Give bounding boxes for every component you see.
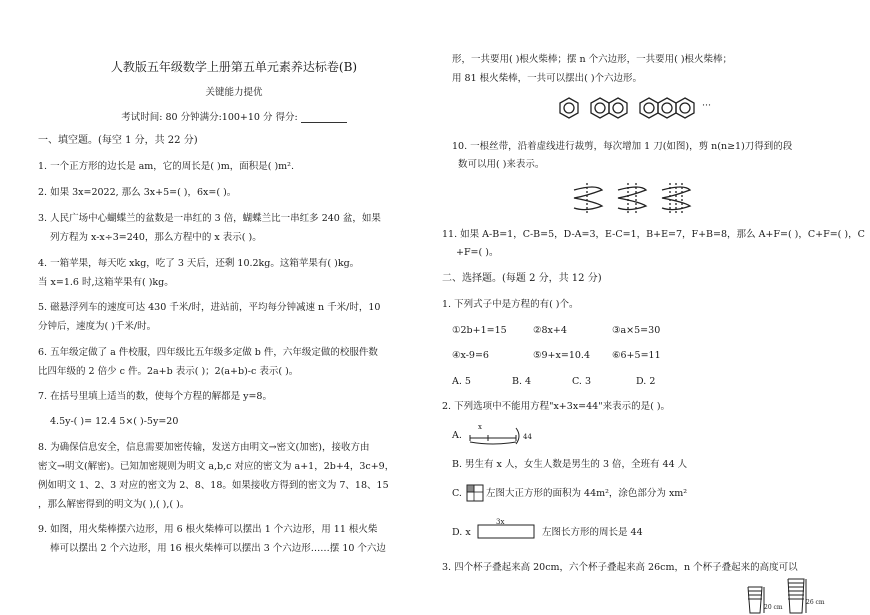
mc1-option-1: ①2b+1=15 <box>452 325 507 336</box>
page-subtitle: 关键能力提优 <box>205 87 263 98</box>
question-8-line1: 8. 为确保信息安全，信息需要加密传输，发送方由明文→密文(加密)，接收方由 <box>38 442 370 453</box>
hexagon-ellipsis: ··· <box>702 100 712 111</box>
question-5-line1: 5. 磁悬浮列车的速度可达 430 千米/时，进站前，平均每分钟减速 n 千米/时，10 <box>38 302 381 313</box>
mc1-option-3: ③a×5=30 <box>612 325 661 336</box>
question-10-line2: 数可以用( )来表示。 <box>458 159 545 170</box>
hexagon-matchstick-figure <box>556 96 716 122</box>
mc2-option-a-label: A. <box>452 430 462 441</box>
mc-question-3: 3. 四个杯子叠起来高 20cm，六个杯子叠起来高 26cm，n 个杯子叠起来的高度可以 <box>442 562 798 573</box>
question-9-line1: 9. 如图，用火柴棒摆六边形，用 6 根火柴棒可以摆出 1 个六边形，用 11 根火柴 <box>38 524 378 535</box>
mc2-option-d-rect-diagram <box>476 522 538 540</box>
question-11-line2: +F=( )。 <box>456 247 499 258</box>
mc2-option-d-label: D. x <box>452 527 471 538</box>
question-2: 2. 如果 3x=2022, 那么 3x+5=( )，6x=( )。 <box>38 187 237 198</box>
mc2-option-a-44: 44 <box>523 433 532 441</box>
mc2-option-a-diagram <box>466 424 528 446</box>
question-5-line2: 分钟后，速度为( )千米/时。 <box>38 321 157 332</box>
mc2-option-c-text: 左图大正方形的面积为 44m²，涂色部分为 xm² <box>486 488 688 499</box>
question-4-line1: 4. 一箱苹果，每天吃 xkg，吃了 3 天后，还剩 10.2kg。这箱苹果有( )kg。 <box>38 258 360 269</box>
question-10-line1: 10. 一根丝带，沿着虚线进行裁剪，每次增加 1 刀(如图)，剪 n(n≥1)刀得到的段 <box>452 141 793 152</box>
question-8-line2: 密文→明文(解密)。已知加密规则为明文 a,b,c 对应的密文为 a+1，2b+4，3c+9， <box>38 461 395 472</box>
question-8-line3: 例如明文 1、2、3 对应的密文为 2、8、18。如果接收方得到的密文为 7、18、15 <box>38 480 389 491</box>
mc2-option-a-x: x <box>478 423 482 431</box>
section-multiple-choice: 二、选择题。(每题 2 分，共 12 分) <box>442 273 602 284</box>
mc1-option-2: ②8x+4 <box>533 325 567 336</box>
cup-20cm-label: 20 cm <box>764 604 783 611</box>
mc1-choice-b[interactable]: B. 4 <box>512 376 532 387</box>
mc2-option-c-square-diagram <box>466 484 484 502</box>
exam-meta <box>38 109 430 123</box>
question-6-line1: 6. 五年级定做了 a 件校服，四年级比五年级多定做 b 件，六年级定做的校服件数 <box>38 347 378 358</box>
question-6-line2: 比四年级的 2 倍少 c 件。2a+b 表示( )；2(a+b)-c 表示( )。 <box>38 366 299 377</box>
question-7: 7. 在括号里填上适当的数，使每个方程的解都是 y=8。 <box>38 391 272 402</box>
section-fill-blank: 一、填空题。(每空 1 分，共 22 分) <box>38 135 198 146</box>
mc-question-2: 2. 下列选项中不能用方程"x+3x=44"来表示的是( )。 <box>442 401 671 412</box>
question-3-line1: 3. 人民广场中心蝴蝶兰的盆数是一串红的 3 倍，蝴蝶兰比一串红多 240 盆，如果 <box>38 213 381 224</box>
question-9-line4: 用 81 根火柴棒，一共可以摆出( )个六边形。 <box>452 73 643 84</box>
mc2-option-d-3x: 3x <box>496 518 505 526</box>
question-9-line2: 棒可以摆出 2 个六边形，用 16 根火柴棒可以摆出 3 个六边形……摆 10 个六边 <box>50 543 386 554</box>
mc1-choice-c[interactable]: C. 3 <box>572 376 592 387</box>
page-title: 人教版五年级数学上册第五单元素养达标卷(B) <box>110 60 358 74</box>
question-3-line2: 列方程为 x-x÷3=240，那么方程中的 x 表示( )。 <box>50 232 262 243</box>
question-9-line3: 形，一共要用( )根火柴棒；摆 n 个六边形，一共要用( )根火柴棒； <box>452 54 733 65</box>
question-7-equations: 4.5y-( )= 12.4 5×( )-5y=20 <box>50 416 179 427</box>
question-11-line1: 11. 如果 A-B=1，C-B=5，D-A=3，E-C=1，B+E=7，F+B=8，那么 A+F=( )，C+F=( )，C <box>442 229 865 240</box>
mc1-choice-a[interactable]: A. 5 <box>452 376 471 387</box>
ribbon-cut-figure <box>566 182 706 214</box>
exam-meta-text: 考试时间: 80 分钟满分:100+10 分 得分: <box>121 112 298 123</box>
score-blank[interactable] <box>301 112 347 123</box>
question-1: 1. 一个正方形的边长是 am，它的周长是( )m，面积是( )m². <box>38 161 294 172</box>
mc1-choice-d[interactable]: D. 2 <box>636 376 656 387</box>
mc1-option-5: ⑤9+x=10.4 <box>533 350 590 361</box>
mc2-option-c-label: C. <box>452 488 462 499</box>
mc1-option-6: ⑥6+5=11 <box>612 350 661 361</box>
cup-26cm-label: 26 cm <box>806 599 825 606</box>
question-8-line4: ，那么解密得到的明文为( ),( ),( )。 <box>38 499 190 510</box>
mc1-option-4: ④x-9=6 <box>452 350 489 361</box>
mc2-option-d-text: 左图长方形的周长是 44 <box>542 527 643 538</box>
mc-question-1: 1. 下列式子中是方程的有( )个。 <box>442 299 579 310</box>
mc2-option-b: B. 男生有 x 人，女生人数是男生的 3 倍，全班有 44 人 <box>452 459 688 470</box>
question-4-line2: 当 x=1.6 时,这箱苹果有( )kg。 <box>38 277 174 288</box>
